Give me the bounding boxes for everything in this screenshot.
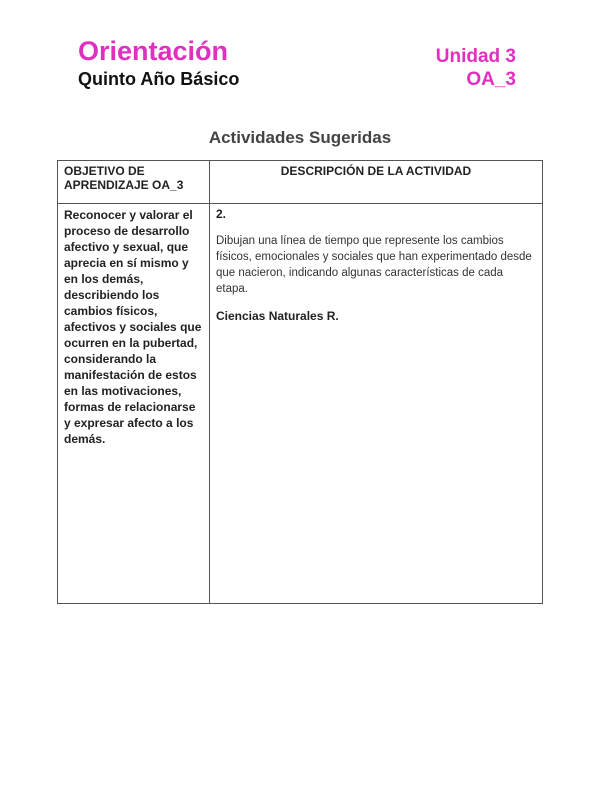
section-title: Actividades Sugeridas	[208, 128, 392, 147]
document-title: Orientación	[78, 36, 229, 66]
activities-table	[57, 160, 543, 604]
activity-description: Dibujan una línea de tiempo que represente los cambios físicos, emocionales y sociales que han experimentado desde que nacieron, indicando algunas características de cada etapa.	[216, 235, 532, 295]
unit-label: Unidad 3	[435, 46, 516, 67]
grade-subtitle: Quinto Año Básico	[78, 69, 240, 89]
description-header: DESCRIPCIÓN DE LA ACTIVIDAD	[210, 161, 543, 204]
table-row	[58, 204, 543, 604]
activity-number: 2.	[216, 207, 227, 221]
objective-cell	[58, 204, 210, 604]
table-header-row	[58, 161, 543, 204]
objective-text: Reconocer y valorar el proceso de desarrollo afectivo y sexual, que aprecia en sí mismo y en los demás, describiendo los cambios físicos, afectivos y sociales que ocurren en la pubertad, considerando la manifestación de estos en las motivaciones, formas de relacionarse y expresar afecto a los demás.	[64, 208, 202, 446]
activity-cell	[210, 204, 543, 604]
oa-label: OA_3	[466, 69, 516, 90]
objective-header: OBJETIVO DE APRENDIZAJE OA_3	[58, 161, 210, 204]
activity-reference: Ciencias Naturales R.	[216, 309, 339, 323]
